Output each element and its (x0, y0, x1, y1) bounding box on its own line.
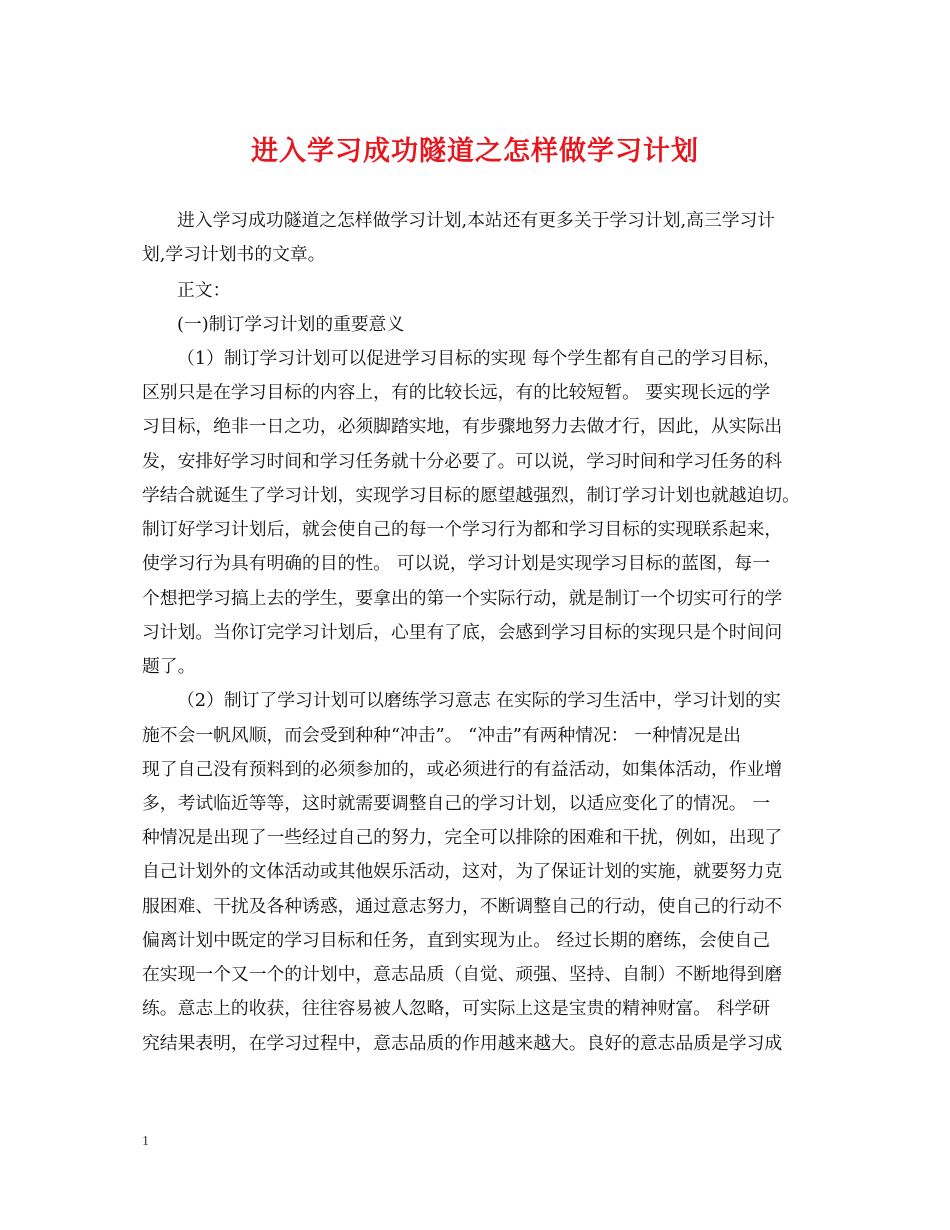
text-line: 区别只是在学习目标的内容上，有的比较长远，有的比较短暂。 要实现长远的学 (142, 382, 770, 403)
document-title: 进入学习成功隧道之怎样做学习计划 (251, 136, 699, 167)
text-line: 发，安排好学习时间和学习任务就十分必要了。可以说，学习时间和学习任务的科 (142, 451, 783, 472)
text-line: 正文： (177, 280, 231, 301)
page-number: 1 (142, 1134, 149, 1149)
text-line: 使学习行为具有明确的目的性。 可以说，学习计划是实现学习目标的蓝图，每一 (142, 553, 770, 574)
text-line: 练。意志上的收获，往往容易被人忽略，可实际上这是宝贵的精神财富。 科学研 (142, 998, 770, 1019)
text-line: （1）制订学习计划可以促进学习目标的实现 每个学生都有自己的学习目标， (177, 348, 781, 369)
text-line: 个想把学习搞上去的学生，要拿出的第一个实际行动，就是制订一个切实可行的学 (142, 588, 783, 609)
text-line: (一)制订学习计划的重要意义 (177, 314, 405, 335)
text-line: 现了自己没有预料到的必须参加的，或必须进行的有益活动，如集体活动，作业增 (142, 759, 783, 780)
text-line: 进入学习成功隧道之怎样做学习计划,本站还有更多关于学习计划,高三学习计 (177, 210, 776, 231)
text-line: （2）制订了学习计划可以磨练学习意志 在实际的学习生活中，学习计划的实 (177, 690, 781, 711)
text-line: 偏离计划中既定的学习目标和任务，直到实现为止。 经过长期的磨练，会使自己 (142, 930, 770, 951)
text-line: 题了。 (142, 656, 196, 677)
text-line: 服困难、干扰及各种诱惑，通过意志努力，不断调整自己的行动，使自己的行动不 (142, 896, 783, 917)
text-line: 多，考试临近等等，这时就需要调整自己的学习计划，以适应变化了的情况。 一 (142, 793, 770, 814)
text-line: 究结果表明，在学习过程中，意志品质的作用越来越大。良好的意志品质是学习成 (142, 1033, 783, 1054)
text-line: 种情况是出现了一些经过自己的努力，完全可以排除的困难和干扰，例如，出现了 (142, 827, 783, 848)
text-line: 学结合就诞生了学习计划，实现学习目标的愿望越强烈，制订学习计划也就越迫切。 (142, 485, 800, 506)
text-line: 在实现一个又一个的计划中，意志品质（自觉、顽强、坚持、自制）不断地得到磨 (142, 964, 783, 985)
text-line: 自己计划外的文体活动或其他娱乐活动，这对，为了保证计划的实施，就要努力克 (142, 861, 783, 882)
text-line: 制订好学习计划后，就会使自己的每一个学习行为都和学习目标的实现联系起来， (142, 519, 783, 540)
text-line: 习目标，绝非一日之功，必须脚踏实地，有步骤地努力去做才行，因此，从实际出 (142, 416, 783, 437)
text-line: 施不会一帆风顺，而会受到种种“冲击”。 “冲击”有两种情况： 一种情况是出 (142, 725, 741, 746)
text-line: 习计划。当你订完学习计划后，心里有了底，会感到学习目标的实现只是个时间问 (142, 622, 783, 643)
text-line: 划,学习计划书的文章。 (142, 244, 326, 265)
